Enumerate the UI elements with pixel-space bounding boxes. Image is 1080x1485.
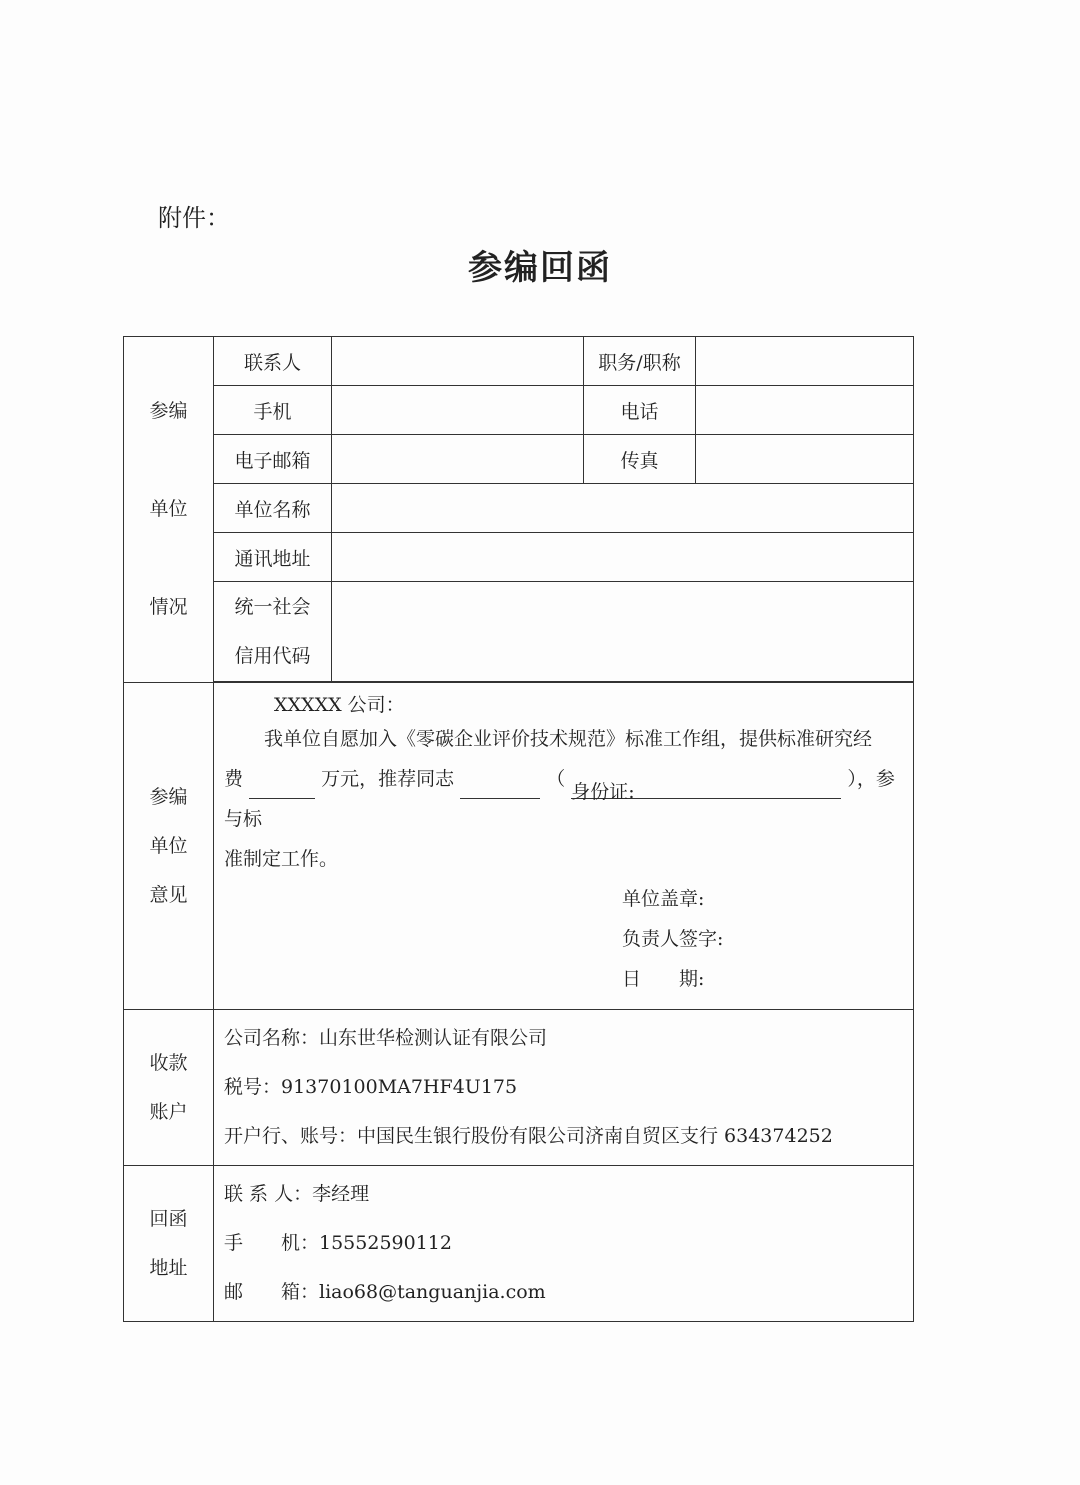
mobile-label: 手机	[214, 386, 332, 435]
fax-field[interactable]	[696, 435, 914, 484]
credit-code-label: 统一社会 信用代码	[214, 582, 332, 682]
account-bank: 开户行、账号：中国民生银行股份有限公司济南自贸区支行 634374252	[224, 1125, 833, 1147]
unit-name-label: 单位名称	[214, 484, 332, 533]
opinion-side-label: 参编 单位 意见	[124, 683, 214, 1010]
date-label: 日 期:	[622, 968, 705, 990]
opinion-line-2: 费 万元，推荐同志 （ 身份证: ），参与标	[224, 768, 895, 830]
seal-label: 单位盖章:	[622, 888, 705, 910]
email-label: 电子邮箱	[214, 435, 332, 484]
addressee: XXXXX 公司：	[274, 694, 405, 716]
opinion-line-1: 我单位自愿加入《零碳企业评价技术规范》标准工作组，提供标准研究经	[264, 728, 873, 750]
mobile-field[interactable]	[332, 386, 584, 435]
reply-form-table	[123, 336, 914, 1322]
position-label: 职务/职称	[584, 337, 696, 386]
nominee-blank[interactable]	[460, 774, 540, 799]
opinion-line-3: 准制定工作。	[224, 848, 339, 870]
position-field[interactable]	[696, 337, 914, 386]
phone-label: 电话	[584, 386, 696, 435]
reply-mobile: 手 机：15552590112	[224, 1232, 452, 1254]
address-label: 通讯地址	[214, 533, 332, 582]
reply-side-label: 回函 地址	[124, 1166, 214, 1322]
page-title: 参编回函	[468, 248, 612, 288]
reply-info	[214, 1166, 914, 1322]
attachment-label: 附件：	[158, 204, 230, 232]
account-side-label: 收款 账户	[124, 1010, 214, 1166]
unit-name-field[interactable]	[332, 484, 914, 533]
contact-label: 联系人	[214, 337, 332, 386]
account-info	[214, 1010, 914, 1166]
account-tax: 税号：91370100MA7HF4U175	[224, 1076, 518, 1098]
email-field[interactable]	[332, 435, 584, 484]
phone-field[interactable]	[696, 386, 914, 435]
opinion-content	[214, 683, 914, 1010]
contact-field[interactable]	[332, 337, 584, 386]
id-card-blank[interactable]: 身份证:	[571, 772, 841, 799]
reply-email: 邮 箱：liao68@tanguanjia.com	[224, 1281, 546, 1303]
reply-contact: 联 系 人：李经理	[224, 1183, 370, 1205]
unit-info-side-label: 参编 单位 情况	[124, 337, 214, 683]
funding-blank[interactable]	[249, 774, 315, 799]
sign-label: 负责人签字:	[622, 928, 724, 950]
credit-code-field[interactable]	[332, 582, 914, 682]
fax-label: 传真	[584, 435, 696, 484]
address-field[interactable]	[332, 533, 914, 582]
account-company: 公司名称：山东世华检测认证有限公司	[224, 1027, 548, 1049]
